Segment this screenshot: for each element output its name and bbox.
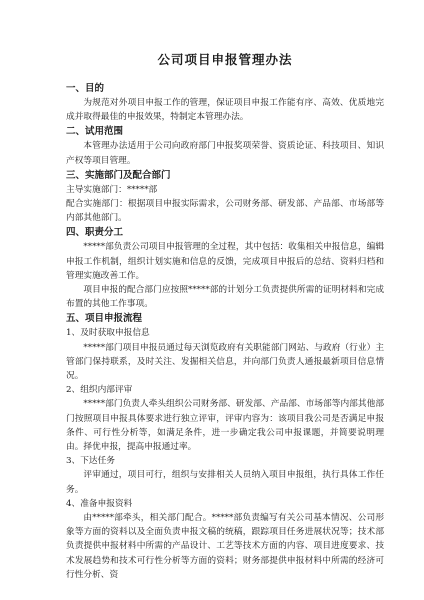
list-item-heading: 1、及时获取申报信息 [66,328,150,339]
section-heading: 五、项目申报流程 [66,313,143,325]
paragraph: 配合实施部门：根据项目申报实际需求，公司财务部、研发部、产品部、市场部等内部其他部门。 [66,199,384,224]
paragraph: 主导实施部门：*****部 [66,184,158,195]
list-item-heading: 3、下达任务 [66,456,115,467]
section-heading: 四、职责分工 [66,227,124,239]
section-heading: 一、目的 [66,83,105,94]
section-process [66,312,384,582]
section-departments [66,169,384,226]
section-heading: 三、实施部门及配合部门 [66,169,171,181]
paragraph: 项目申报的配合部门应按照*****部的计划分工负责提供所需的证明材料和完成布置的其他工作事项。 [66,285,384,310]
list-item-heading: 2、组织内部评审 [66,385,133,396]
paragraph: *****部负责公司项目申报管理的全过程，其中包括：收集相关申报信息，编辑申报工作机制，组织计划实施和信息的反馈，完成项目申报后的总结、资料归档和管理实施改善工作。 [66,242,384,281]
section-scope [66,125,384,167]
section-purpose [66,82,384,124]
paragraph: 为规范对外项目申报工作的管理，保证项目申报工作能有序、高效、优质地完成并取得最佳的申报效果，特制定本管理办法。 [66,98,384,123]
list-item-heading: 4、准备申报资料 [66,498,133,509]
page-title: 公司项目申报管理办法 [157,52,293,67]
section-heading: 二、试用范围 [66,126,124,138]
paragraph: 评审通过，项目可行，组织与安排相关人员纳入项目申报组，执行具体工作任务。 [66,470,384,495]
section-responsibilities [66,226,384,311]
paragraph: 本管理办法适用于公司向政府部门申报奖项荣誉、资质论证、科技项目、知识产权等项目管理。 [66,141,384,166]
paragraph: *****部门负责人牵头组织公司财务部、研发部、产品部、市场部等内部其他部门按照项目申报具体要求进行独立评审，评审内容为：该项目我公司是否满足申报条件、可行性分析等，如满足条件，进一步确定我公司申报课题，并简要说明理由。择优申报，提高申报通过率。 [66,399,384,453]
paragraph: *****部门项目申报员通过每天浏览政府有关职能部门网站、与政府（行业）主管部门保持联系，及时关注、发掘相关信息，并向部门负责人通报最新项目信息情况。 [66,342,384,382]
paragraph: 由*****部牵头，相关部门配合。*****部负责编写有关公司基本情况、公司形象等方面的资料以及全面负责申报文稿的统稿，跟踪项目任务进展状况等；技术部负责提供申报材料中所需的产品设计、工艺等技术方面的内容、项目进度要求、技术发展趋势和技术可行性分析等方面的资料；财务部提供申报材料中所需的经济可行性分析、资 [66,513,384,580]
